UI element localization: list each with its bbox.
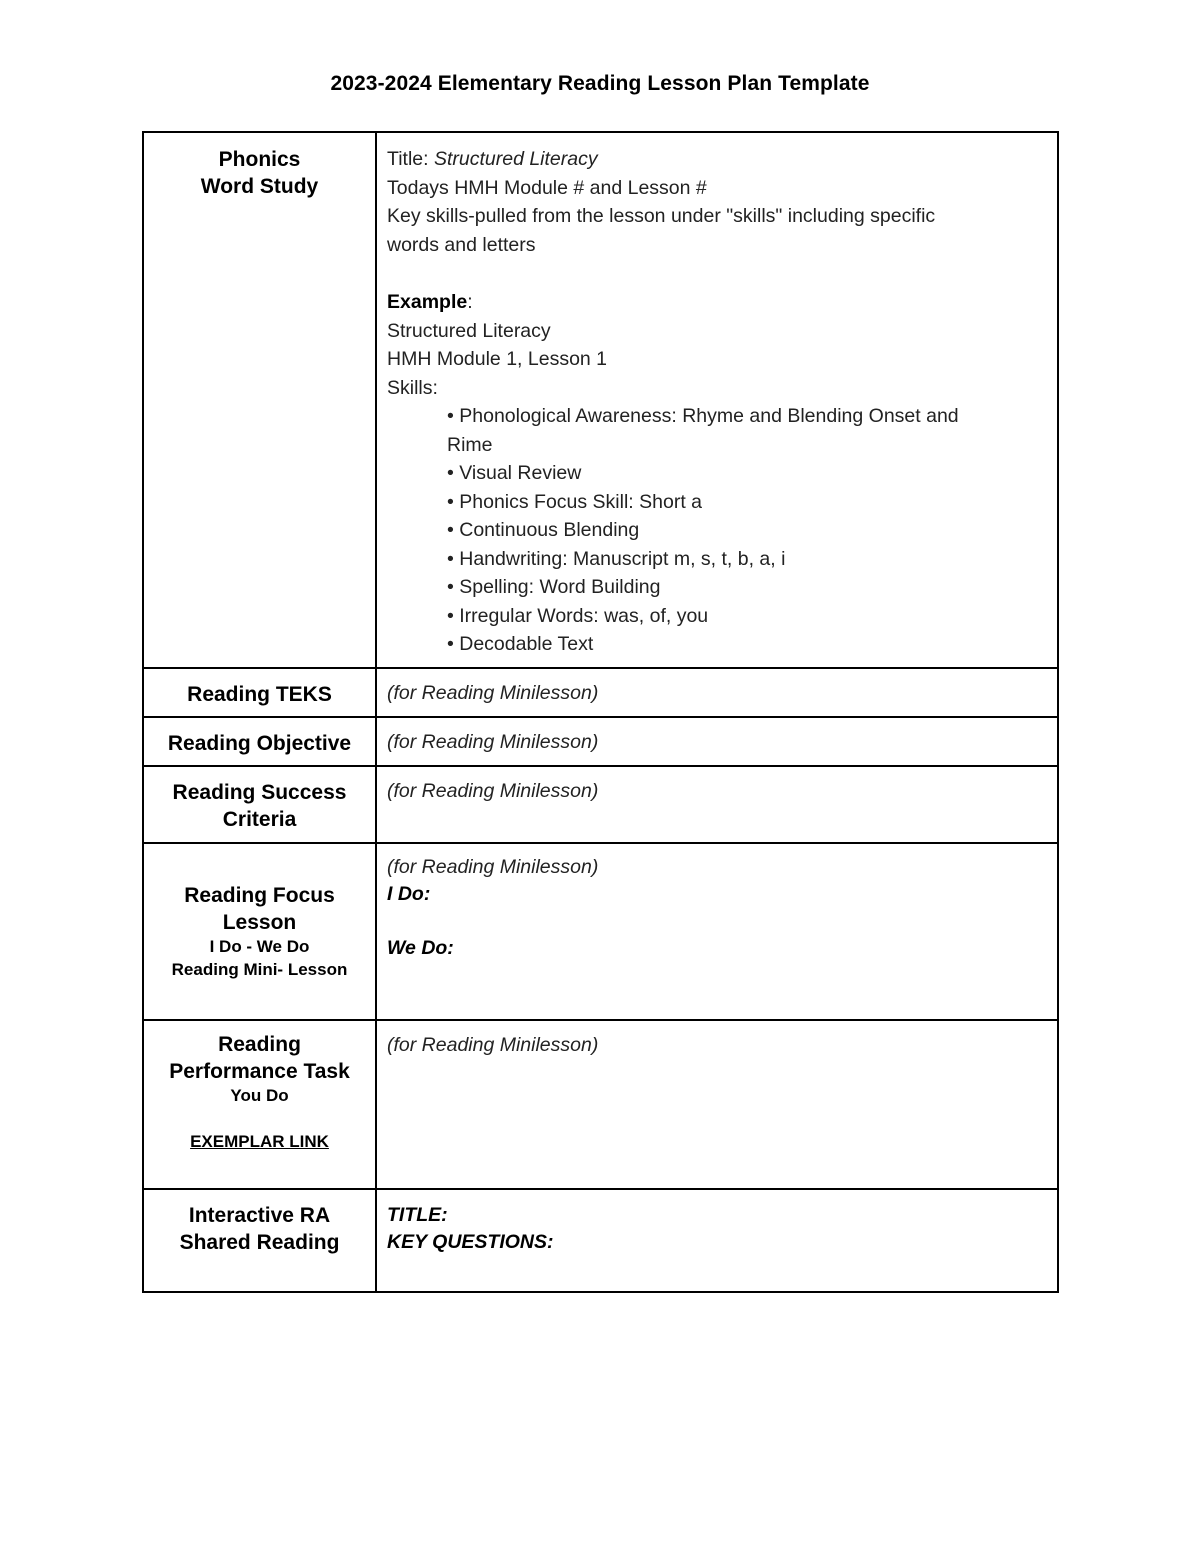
performance-label-line1: Reading xyxy=(218,1033,301,1056)
table-row-interactive xyxy=(143,1189,1058,1292)
list-item: • Decodable Text xyxy=(447,633,594,655)
phonics-label: Phonics xyxy=(218,148,301,171)
list-item: • Phonics Focus Skill: Short a xyxy=(447,490,703,513)
skills-label: Skills: xyxy=(387,376,438,399)
success-label-line1: Reading Success xyxy=(172,781,347,804)
list-item: • Irregular Words: was, of, you xyxy=(447,604,709,627)
focus-label-cell xyxy=(143,843,376,1020)
key-questions-label: KEY QUESTIONS: xyxy=(387,1231,554,1253)
interactive-content-cell xyxy=(376,1189,1058,1292)
lesson-plan-table xyxy=(142,131,1059,1293)
success-content: (for Reading Minilesson) xyxy=(387,780,599,802)
exemplar-link[interactable]: EXEMPLAR LINK xyxy=(190,1131,329,1151)
title-value: Structured Literacy xyxy=(433,148,598,170)
list-item: • Spelling: Word Building xyxy=(447,576,661,598)
example-line-2: HMH Module 1, Lesson 1 xyxy=(387,348,608,370)
success-content-cell xyxy=(376,766,1058,843)
list-item: Rime xyxy=(447,433,493,456)
title-field-label: TITLE: xyxy=(387,1204,448,1226)
teks-label-cell xyxy=(143,668,376,717)
example-heading: Example: xyxy=(387,291,473,313)
teks-label: Reading TEKS xyxy=(187,683,332,706)
performance-label-line2: Performance Task xyxy=(169,1060,350,1083)
success-label-line2: Criteria xyxy=(222,808,297,831)
list-item: • Phonological Awareness: Rhyme and Blending Onset and xyxy=(447,405,959,427)
i-do-label: I Do: xyxy=(387,883,431,905)
table-row-performance xyxy=(143,1020,1058,1189)
phonics-title-line xyxy=(387,145,1047,174)
performance-content: (for Reading Minilesson) xyxy=(387,1034,599,1056)
focus-sub-line1: I Do - We Do xyxy=(209,937,310,956)
objective-content: (for Reading Minilesson) xyxy=(387,731,599,753)
focus-label-line2: Lesson xyxy=(222,911,297,934)
module-lesson-line: Todays HMH Module # and Lesson # xyxy=(387,176,707,199)
interactive-label-line1: Interactive RA xyxy=(188,1204,331,1227)
table-row-success xyxy=(143,766,1058,843)
example-label: Example xyxy=(387,291,468,313)
focus-label-line1: Reading Focus xyxy=(184,884,335,907)
performance-content-cell xyxy=(376,1020,1058,1189)
page-title: 2023-2024 Elementary Reading Lesson Plan Template xyxy=(330,72,870,95)
phonics-label-cell xyxy=(143,132,376,668)
title-prefix: Title: xyxy=(387,148,434,170)
interactive-label-cell xyxy=(143,1189,376,1292)
teks-content-cell xyxy=(376,668,1058,717)
objective-content-cell xyxy=(376,717,1058,766)
table-row-objective xyxy=(143,717,1058,766)
focus-content: (for Reading Minilesson) xyxy=(387,856,599,878)
objective-label: Reading Objective xyxy=(167,732,352,755)
we-do-label: We Do: xyxy=(387,937,454,959)
word-study-label: Word Study xyxy=(200,175,319,198)
performance-label-cell xyxy=(143,1020,376,1189)
list-item: • Handwriting: Manuscript m, s, t, b, a, i xyxy=(447,547,786,570)
list-item: • Visual Review xyxy=(447,462,582,484)
example-line-1: Structured Literacy xyxy=(387,319,551,342)
focus-sub-line2: Reading Mini- Lesson xyxy=(171,959,348,979)
success-label-cell xyxy=(143,766,376,843)
table-row-phonics xyxy=(143,132,1058,668)
objective-label-cell xyxy=(143,717,376,766)
you-do-label: You Do xyxy=(230,1086,289,1105)
key-skills-line: Key skills-pulled from the lesson under "skills" including specific xyxy=(387,205,936,227)
focus-content-cell xyxy=(376,843,1058,1020)
list-item: • Continuous Blending xyxy=(447,519,640,541)
key-skills-line-cont: words and letters xyxy=(387,233,536,256)
teks-content: (for Reading Minilesson) xyxy=(387,682,599,704)
table-row-teks xyxy=(143,668,1058,717)
table-row-focus xyxy=(143,843,1058,1020)
interactive-label-line2: Shared Reading xyxy=(179,1231,340,1254)
phonics-content-cell xyxy=(376,132,1058,668)
